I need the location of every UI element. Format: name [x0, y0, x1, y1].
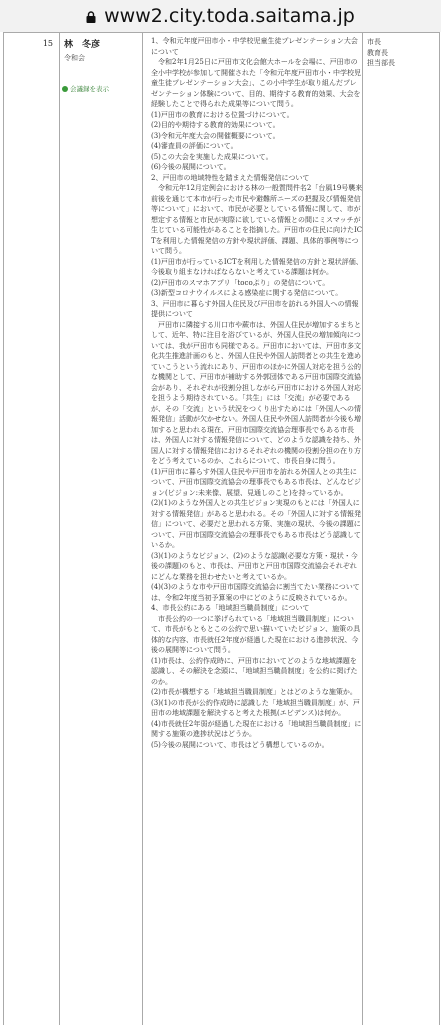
question-line: 戸田市に隣接する川口市や蕨市は、外国人住民が増加するまちとして、近年、特に注目を浴びているが、外国人住民の増加傾向については、我が戸田市も同様である。戸田市においては、戸田市多文化共生推進計画のもと、外国人住民や外国人訪問者との共生を進めていこうという流れにあり、戸田市のほかに外国人対応を担う公的な機関として、戸田市が補助する外郭団体である戸田市国際交流協会があり、それぞれが役割分担しながら戸田市における外国人対応を担うよう期待されている。「共生」には「交流」が必要であるが、その「交流」という状況をつくり出すためには「外国人への情報発信」活動が欠かせない。外国人住民や外国人訪問者が今後も増加すると思われる現在、戸田市国際交流協会理事長でもある市長は、外国人に対する情報発信について、どのような認識を持ち、外国人に対する情報発信におけるそれぞれの機関の役割分担の在り方をどう考えているのか、これらについて、市長自身に問う。 [151, 320, 361, 465]
questioner-cell [60, 33, 143, 1025]
question-line: (2)目的や期待する教育的効果について。 [151, 121, 280, 129]
answerer-item: 担当部長 [367, 59, 395, 67]
bullet-icon [62, 86, 68, 92]
question-line: (3)新型コロナウイルスによる感染症に関する発信について。 [151, 289, 343, 297]
url-text: www2.city.toda.saitama.jp [104, 5, 355, 27]
question-line: (3)令和元年度大会の開催概要について。 [151, 131, 280, 140]
question-line: (2)(1)のような外国人との共生ビジョン実現のもとには「外国人に対する情報発信」があると思われる。その「外国人に対する情報発信」について、必要だと思われる方策、実施の現状、今後の課題について、戸田市国際交流協会の理事長でもある市長はどう認識しているか。 [151, 499, 361, 549]
question-line: (4)市長就任2年弱が経過した現在における「地域担当職員制度」に関する施策の進捗状況はどうか。 [151, 719, 362, 738]
question-line: 令和元年12月定例会における林の一般質問件名2「台風19号襲来前後を通じて本市が行った市民や避難所ニーズの把握及び情報発信等について」において、市民が必要としている情報に関して、市が想定する情報と市民が実際に欲している情報との間にミスマッチが生じている可能性があることを指摘した。戸田市の住民に向けたICTを利用した情報発信の方針や現状評価、課題、具体的事例等について問う。 [151, 184, 363, 255]
question-table [3, 32, 440, 1025]
show-minutes-link[interactable] [62, 84, 109, 93]
question-text [151, 36, 363, 750]
lock-icon [86, 11, 96, 23]
question-line: (1)市長は、公約作成時に、戸田市においてどのような地域課題を認識し、その解決を念頭に、「地域担当職員制度」を公約に掲げたのか。 [151, 656, 358, 686]
question-content-cell [143, 33, 363, 1025]
question-line: (1)戸田市の教育における位置づけについて。 [151, 110, 294, 119]
question-line: (1)戸田市に暮らす外国人住民や戸田市を訪れる外国人との共生について、戸田市国際交流協会の理事長でもある市長は、どんなビジョン(ビジョン:未来像、展望、見通しのこと)を持っているか。 [151, 467, 361, 497]
number-cell [4, 33, 60, 1025]
question-line: (4)審査員の評価について。 [151, 142, 238, 150]
question-line: 市長公約の一つに挙げられている「地域担当職員制度」について、市長がもともとこの公約で思い描いていたビジョン、施策の具体的な内容、市長就任2年度が経過した現在における進捗状況、今後の展開等について問う。 [151, 614, 361, 654]
question-line: (5)今後の展開について、市長はどう構想しているのか。 [151, 740, 329, 749]
party-name: 令和会 [64, 54, 85, 62]
question-line: 2、戸田市の地域特性を踏まえた情報発信について [151, 173, 310, 182]
browser-url-bar[interactable] [0, 0, 441, 32]
show-minutes-label: 会議録を表示 [70, 85, 109, 93]
questioner-name: 林 冬彦 [64, 40, 101, 50]
answerer-cell [363, 33, 439, 1025]
question-line: (3)(1)の市長が公約作成時に認識した「地域担当職員制度」が、戸田市の地域課題を解決すると考えた根拠(エビデンス)は何か。 [151, 698, 360, 717]
question-line: (3)(1)のようなビジョン、(2)のような認識(必要な方策・現状・今後の課題)のもと、市長は、戸田市と戸田市国際交流協会それぞれにどんな業務を担わせたいと考えているか。 [151, 551, 358, 581]
question-line: (2)市長が構想する「地域担当職員制度」とはどのような施策か。 [151, 688, 357, 696]
answerer-item: 市長 [367, 38, 381, 46]
row-number: 15 [42, 39, 53, 48]
question-line: (4)(3)のような市や戸田市国際交流協会に割当てたい業務については、令和2年度当初予算案の中にどのように反映されているか。 [151, 583, 360, 602]
question-line: (1)戸田市が行っているICTを利用した情報発信の方針と現状評価、今後取り組まなければならないと考えている課題は何か。 [151, 257, 363, 276]
question-line: 3、戸田市に暮らす外国人住民及び戸田市を訪れる外国人への情報提供について [151, 299, 359, 318]
question-line: 4、市長公約にある「地域担当職員制度」について [151, 604, 310, 612]
question-line: 令和2年1月25日に戸田市文化会館大ホールを会場に、戸田市の全小中学校が参加して開催された「令和元年度戸田市小・中学校児童生徒プレゼンテーション大会」、この小中学生が取り組んだプレゼンテーション体験について、目的、期待する教育的効果、大会を経験したことで得られた成果等について問う。 [151, 58, 361, 108]
answerer-item: 教育長 [367, 48, 388, 57]
question-line: (5)この大会を実施した成果について。 [151, 152, 273, 161]
answerer-list [367, 37, 395, 69]
question-line: (2)戸田市のスマホアプリ「tocoぷり」の発信について。 [151, 278, 330, 287]
question-line: (6)今後の展開について。 [151, 163, 231, 171]
question-line: 1、令和元年度戸田市小・中学校児童生徒プレゼンテーション大会について [151, 37, 358, 56]
